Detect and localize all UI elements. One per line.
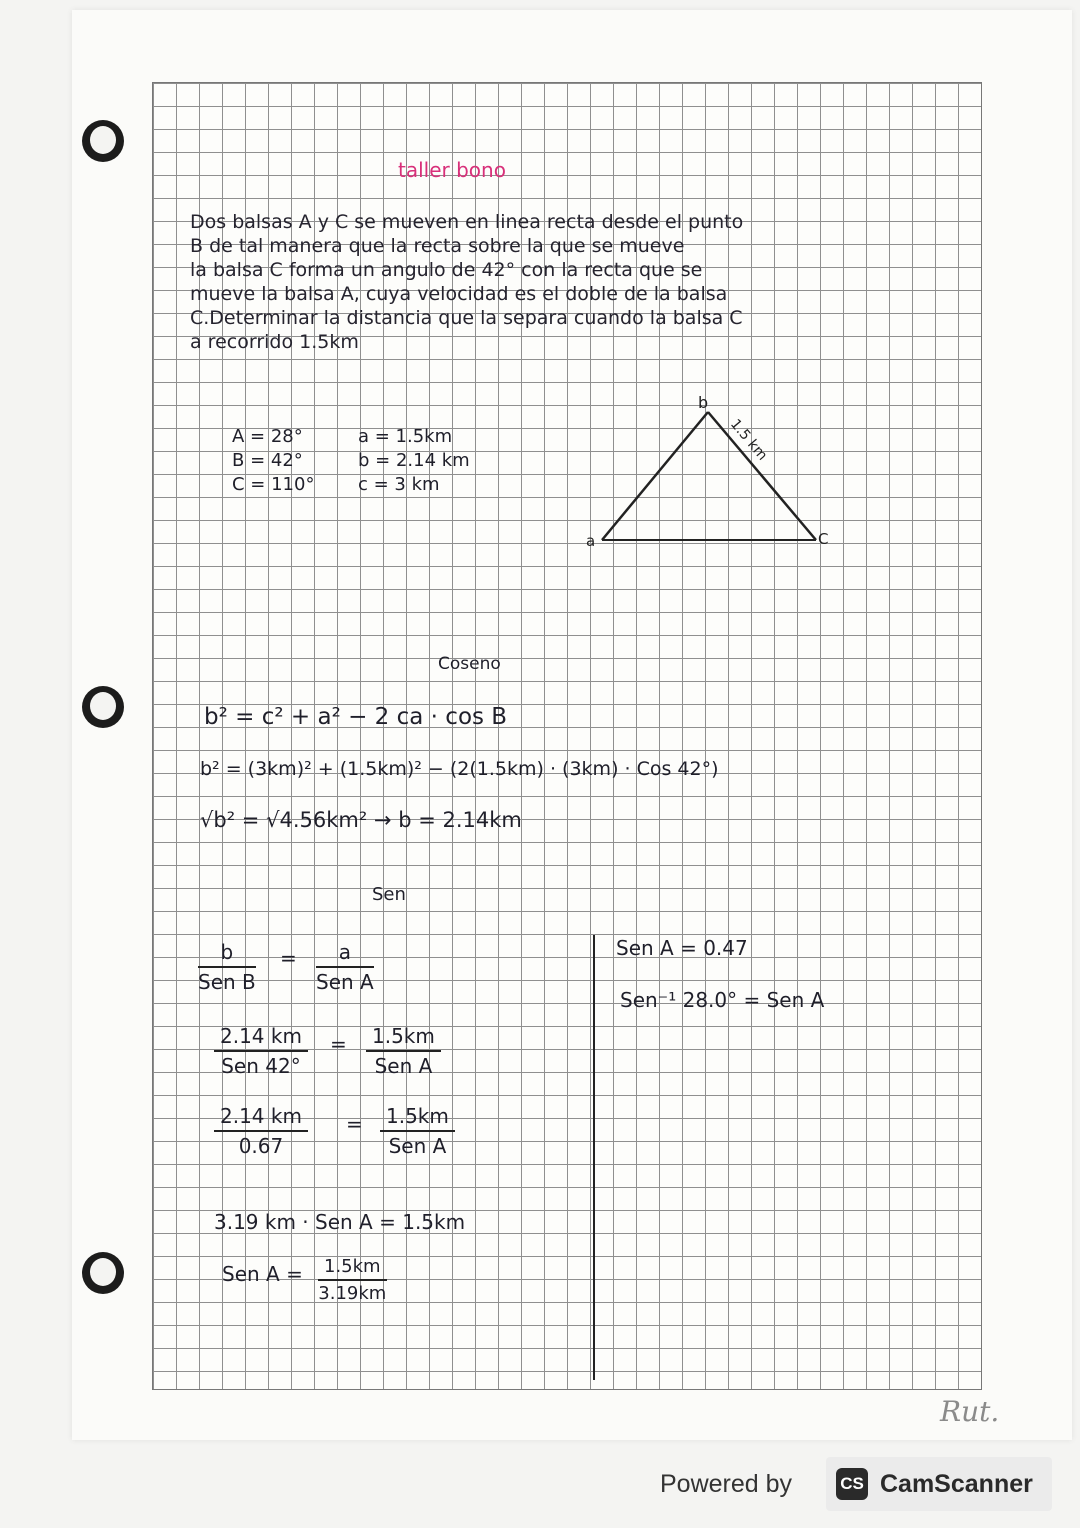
camscanner-logo-icon: CS (836, 1468, 868, 1500)
problem-line: la balsa C forma un angulo de 42° con la recta que se (190, 259, 703, 281)
angle-a: A = 28° (232, 426, 303, 447)
angle-b: B = 42° (232, 450, 303, 471)
fraction-numerator: a (316, 940, 374, 968)
fraction (198, 940, 256, 994)
problem-line: a recorrido 1.5km (190, 331, 359, 353)
side-a: a = 1.5km (358, 426, 453, 447)
fraction-denominator: Sen A (388, 1134, 447, 1158)
fraction-numerator: 1.5km (380, 1104, 455, 1132)
binder-hole (82, 686, 124, 728)
signature: Rut. (940, 1395, 1000, 1428)
problem-line: mueve la balsa A, cuya velocidad es el doble de la balsa (190, 283, 728, 305)
fraction-numerator: 2.14 km (214, 1024, 308, 1052)
problem-line: C.Determinar la distancia que la separa cuando la balsa C (190, 307, 743, 329)
equals-sign: = (280, 946, 297, 970)
fraction-denominator: Sen 42° (221, 1054, 301, 1078)
fraction-numerator: 2.14 km (214, 1104, 308, 1132)
side-c: c = 3 km (358, 474, 440, 495)
fraction (380, 1104, 455, 1158)
divider-line (593, 935, 595, 1380)
camscanner-brand: CamScanner (880, 1470, 1033, 1498)
fraction (318, 1256, 387, 1304)
equals-sign: = (346, 1112, 363, 1136)
fraction (316, 940, 374, 994)
fraction-denominator: 3.19km (318, 1283, 387, 1304)
sine-product-equation: 3.19 km · Sen A = 1.5km (214, 1210, 466, 1234)
inverse-sine-result: Sen⁻¹ 28.0° = Sen A (620, 988, 825, 1012)
sen-a-label: Sen A = (222, 1262, 303, 1286)
triangle-diagram (580, 390, 840, 560)
equals-sign: = (330, 1032, 347, 1056)
fraction-numerator: 1.5km (318, 1256, 387, 1281)
fraction (366, 1024, 441, 1078)
cosine-formula: b² = c² + a² − 2 ca · cos B (204, 704, 508, 730)
problem-line: B de tal manera que la recta sobre la que se mueve (190, 235, 685, 257)
problem-statement (190, 210, 950, 354)
page-title: taller bono (398, 158, 506, 182)
fraction-denominator: Sen B (198, 970, 256, 994)
fraction (214, 1024, 308, 1078)
cosine-heading: Coseno (438, 654, 501, 674)
fraction-denominator: Sen A (374, 1054, 433, 1078)
vertex-label-right: C (818, 530, 829, 548)
sine-heading: Sen (372, 884, 406, 905)
angle-c: C = 110° (232, 474, 315, 495)
side-length-label: 1.5 km (726, 416, 771, 464)
fraction-denominator: 0.67 (238, 1134, 284, 1158)
binder-hole (82, 1252, 124, 1294)
side-b: b = 2.14 km (358, 450, 470, 471)
vertex-label-top: b (698, 393, 709, 412)
vertex-label-left: a (586, 532, 596, 550)
sen-a-value: Sen A = 0.47 (616, 936, 748, 960)
cosine-result: √b² = √4.56km² → b = 2.14km (200, 808, 522, 832)
cosine-substitution: b² = (3km)² + (1.5km)² − (2(1.5km) · (3km) · Cos 42°) (200, 758, 719, 780)
triangle-side-bc (708, 412, 816, 540)
fraction-numerator: b (198, 940, 256, 968)
fraction-denominator: Sen A (316, 970, 374, 994)
fraction (214, 1104, 308, 1158)
fraction-numerator: 1.5km (366, 1024, 441, 1052)
powered-by-text: Powered by (660, 1470, 793, 1498)
triangle-side-ab (602, 412, 708, 540)
problem-line: Dos balsas A y C se mueven en linea recta desde el punto (190, 211, 744, 233)
binder-hole (82, 120, 124, 162)
